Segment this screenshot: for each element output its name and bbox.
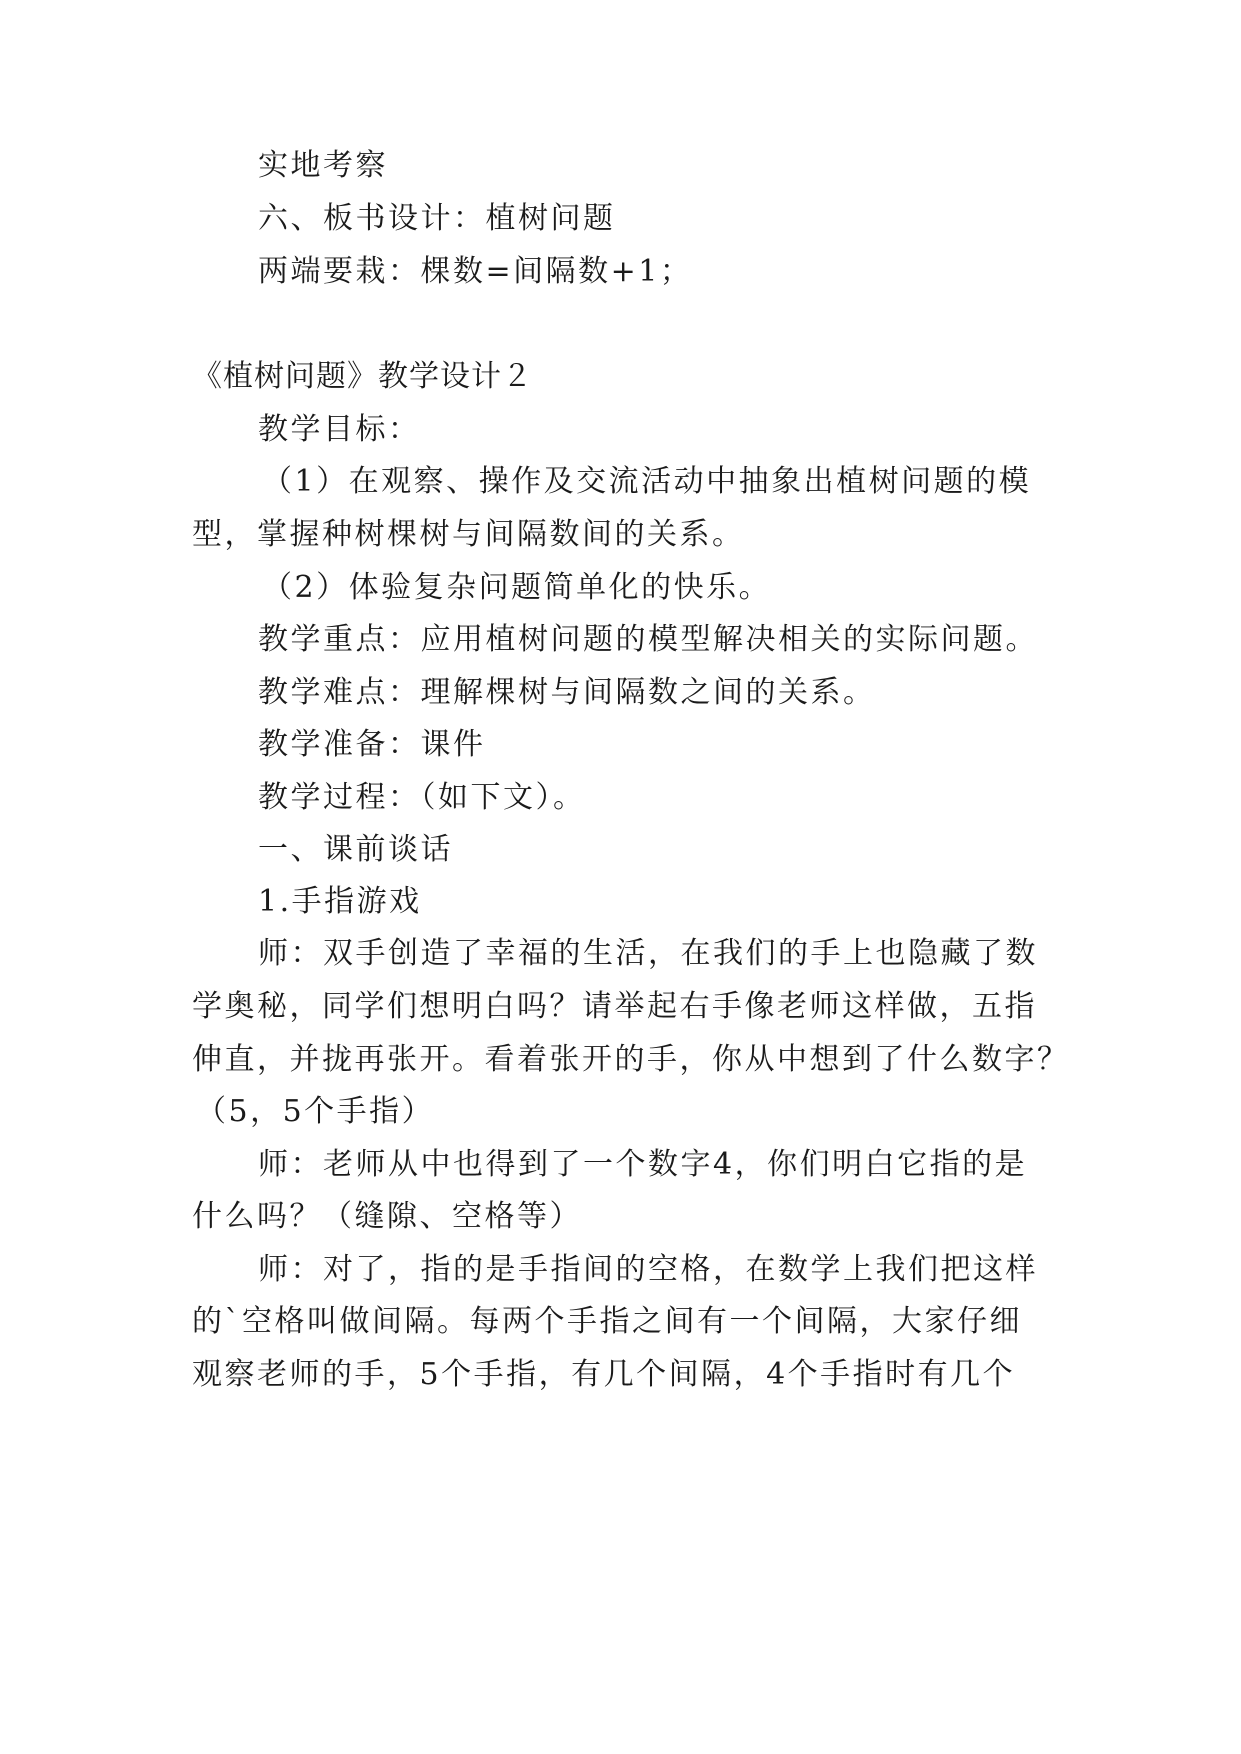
paragraph-2-line-2: 什么吗？（缝隙、空格等） — [192, 1199, 582, 1234]
key-point: 教学重点：应用植树问题的模型解决相关的实际问题。 — [258, 622, 1038, 657]
process: 教学过程：（如下文）。 — [258, 780, 586, 815]
section-1-heading: 一、课前谈话 — [258, 832, 453, 867]
text-line-formula: 两端要栽：棵数=间隔数+1； — [258, 254, 693, 289]
paragraph-3-line-2: 的`空格叫做间隔。每两个手指之间有一个间隔，大家仔细 — [192, 1304, 1022, 1339]
paragraph-3-line-3: 观察老师的手，5个手指，有几个间隔，4个手指时有几个 — [192, 1357, 1016, 1392]
document-title: 《植树问题》教学设计２ — [192, 359, 533, 394]
goal-2: （2）体验复杂问题简单化的快乐。 — [262, 570, 772, 605]
subsection-finger-game: 1.手指游戏 — [258, 884, 422, 919]
difficulty: 教学难点：理解棵树与间隔数之间的关系。 — [258, 675, 876, 710]
preparation: 教学准备：课件 — [258, 727, 486, 762]
paragraph-1-line-3: 伸直，并拢再张开。看着张开的手，你从中想到了什么数字？ — [192, 1042, 1070, 1077]
text-line-field-survey: 实地考察 — [258, 148, 388, 183]
paragraph-1-line-2: 学奥秘，同学们想明白吗？请举起右手像老师这样做，五指 — [192, 989, 1037, 1024]
goals-label: 教学目标： — [258, 412, 421, 447]
paragraph-3-line-1: 师：对了，指的是手指间的空格，在数学上我们把这样 — [258, 1252, 1038, 1287]
paragraph-2-line-1: 师：老师从中也得到了一个数字4，你们明白它指的是 — [258, 1147, 1028, 1182]
goal-1-line-1: （1）在观察、操作及交流活动中抽象出植树问题的模 — [262, 464, 1032, 499]
text-line-board-design: 六、板书设计：植树问题 — [258, 201, 616, 236]
paragraph-1-line-1: 师：双手创造了幸福的生活，在我们的手上也隐藏了数 — [258, 936, 1038, 971]
paragraph-1-line-4: （5，5个手指） — [196, 1094, 435, 1129]
goal-1-line-2: 型，掌握种树棵树与间隔数间的关系。 — [192, 517, 745, 552]
